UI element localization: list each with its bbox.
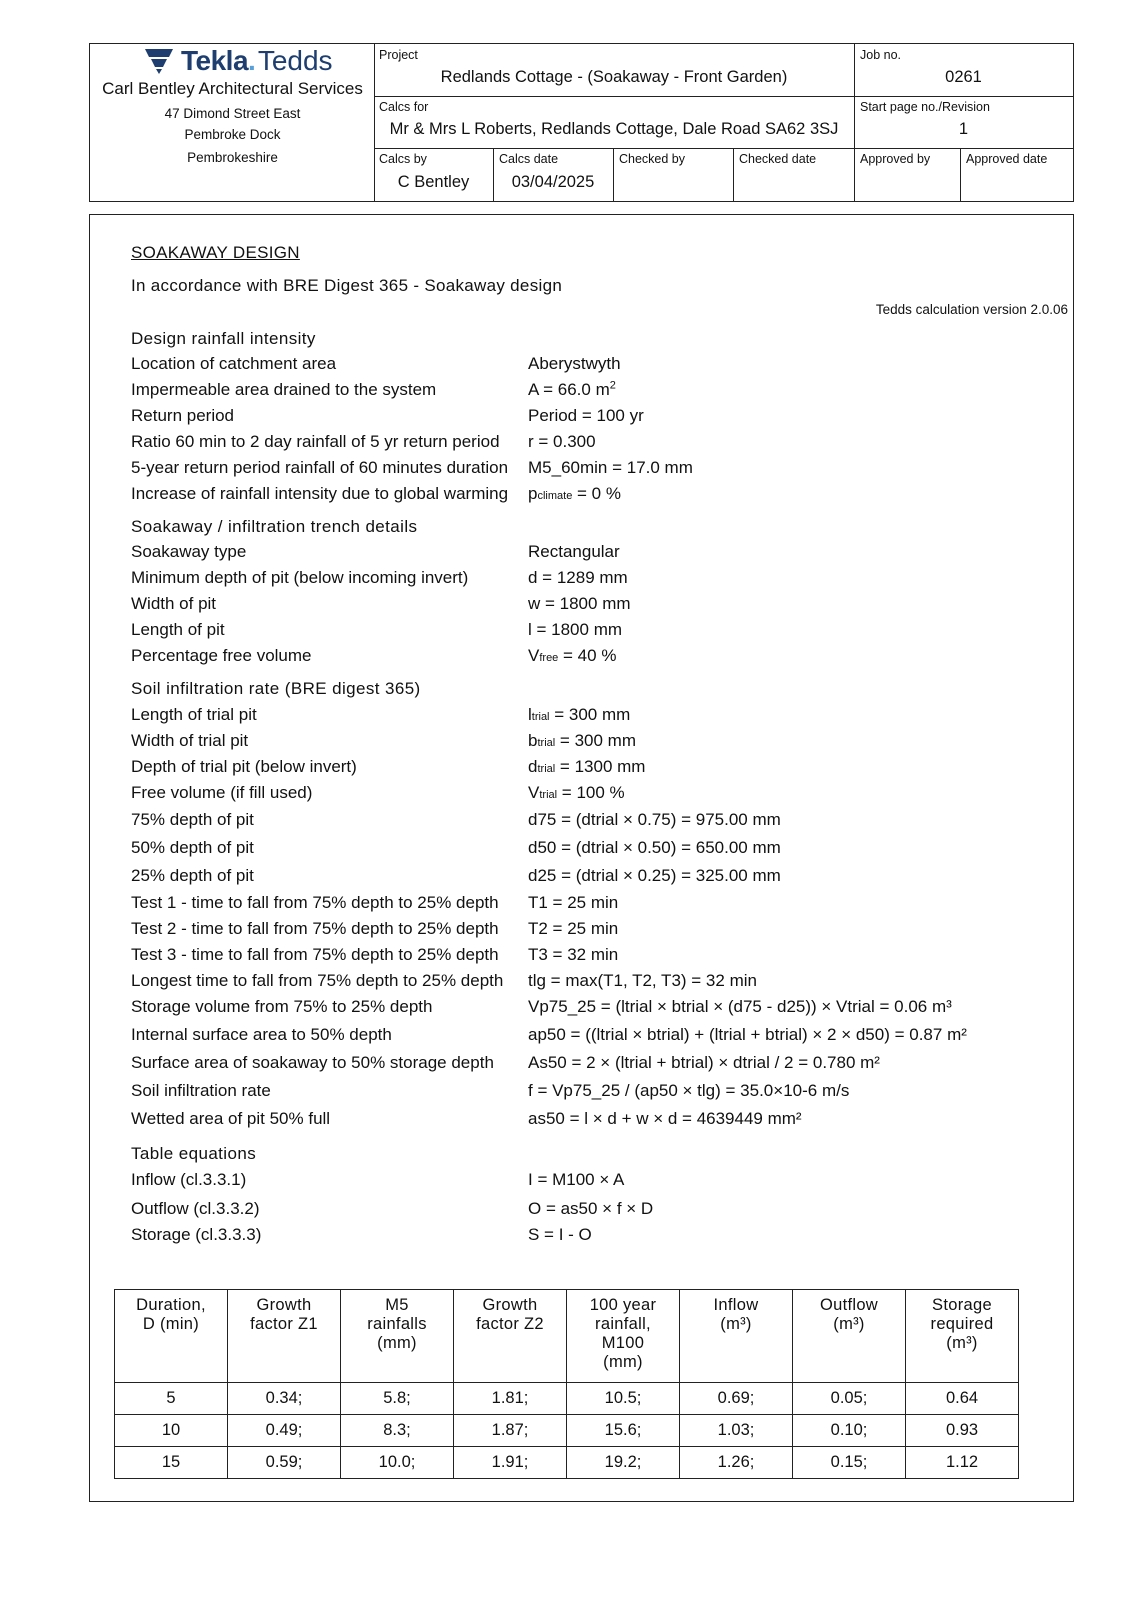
approved-by-label: Approved by xyxy=(860,152,931,166)
address-line-2: Pembroke Dock xyxy=(184,127,281,142)
row-value: f = Vp75_25 / (ap50 × tlg) = 35.0×10-6 m/s xyxy=(528,1081,850,1100)
table-cell: 10 xyxy=(115,1415,228,1447)
table-cell: 0.15; xyxy=(793,1447,906,1479)
row-value: Vp75_25 = (ltrial × btrial × (d75 - d25)) × Vtrial = 0.06 m³ xyxy=(528,997,952,1016)
row-label: Location of catchment area xyxy=(131,354,337,373)
header-line: Outflow xyxy=(819,1296,879,1314)
row-value: d25 = (dtrial × 0.25) = 325.00 mm xyxy=(528,866,781,885)
row-value xyxy=(528,484,621,504)
row-label: 75% depth of pit xyxy=(131,810,254,829)
table-cell: 5 xyxy=(115,1383,228,1415)
calcs-date-label: Calcs date xyxy=(499,152,559,166)
table-header-row xyxy=(115,1290,1019,1383)
divider xyxy=(374,148,1073,149)
row-label: Internal surface area to 50% depth xyxy=(131,1025,392,1044)
title-block xyxy=(89,43,1074,202)
value-text: A = 66.0 m xyxy=(528,380,610,399)
table-cell: 1.87; xyxy=(454,1415,567,1447)
calcs-by-value: C Bentley xyxy=(397,173,470,191)
row-label: Impermeable area drained to the system xyxy=(131,380,437,399)
value-text: = 300 mm xyxy=(555,731,636,750)
section-heading: Soil infiltration rate (BRE digest 365) xyxy=(131,679,421,698)
project-label: Project xyxy=(379,48,418,62)
table-cell: 1.12 xyxy=(906,1447,1019,1479)
row-label: Length of pit xyxy=(131,620,225,639)
row-value xyxy=(528,731,636,751)
row-label: Longest time to fall from 75% depth to 25% depth xyxy=(131,971,504,990)
row-value xyxy=(528,783,625,803)
column-header xyxy=(567,1290,680,1383)
page-title: SOAKAWAY DESIGN xyxy=(131,243,300,262)
row-value: l = 1800 mm xyxy=(528,620,623,639)
header-line: M100 xyxy=(601,1334,645,1352)
calcs-date-value: 03/04/2025 xyxy=(511,173,595,191)
job-no-label: Job no. xyxy=(860,48,902,62)
subscript: climate xyxy=(537,490,573,502)
table-cell: 0.64 xyxy=(906,1383,1019,1415)
row-value: as50 = l × d + w × d = 4639449 mm² xyxy=(528,1109,802,1128)
calcs-for-label: Calcs for xyxy=(379,100,429,114)
divider xyxy=(733,148,734,201)
row-value: Rectangular xyxy=(528,542,620,561)
value-text: = 100 % xyxy=(557,783,625,802)
row-value xyxy=(528,757,645,777)
row-value: tlg = max(T1, T2, T3) = 32 min xyxy=(528,971,757,990)
value-text: = 40 % xyxy=(558,646,617,665)
table-cell: 10.5; xyxy=(567,1383,680,1415)
header-line: rainfalls xyxy=(367,1315,427,1333)
logo-product: Tedds xyxy=(257,45,333,76)
row-label: 50% depth of pit xyxy=(131,838,254,857)
logo-brand: Tekla xyxy=(181,45,249,76)
divider xyxy=(374,96,1073,97)
divider xyxy=(960,148,961,201)
row-value: Period = 100 yr xyxy=(528,406,644,425)
row-label: Wetted area of pit 50% full xyxy=(131,1109,331,1128)
row-label: Depth of trial pit (below invert) xyxy=(131,757,357,776)
header-line: (mm) xyxy=(603,1353,643,1371)
row-value: d = 1289 mm xyxy=(528,568,628,587)
row-label: Ratio 60 min to 2 day rainfall of 5 yr return period xyxy=(131,432,500,451)
table-cell: 1.81; xyxy=(454,1383,567,1415)
version-note: Tedds calculation version 2.0.06 xyxy=(875,302,1068,317)
section-heading: Design rainfall intensity xyxy=(131,329,316,348)
row-label: Free volume (if fill used) xyxy=(131,783,313,802)
header-line: required xyxy=(930,1315,994,1333)
table-cell: 5.8; xyxy=(341,1383,454,1415)
row-value: w = 1800 mm xyxy=(528,594,631,613)
row-value: O = as50 × f × D xyxy=(528,1199,654,1218)
row-label: Minimum depth of pit (below incoming invert) xyxy=(131,568,469,587)
row-label: Storage (cl.3.3.3) xyxy=(131,1225,262,1244)
row-label: 5-year return period rainfall of 60 minutes duration xyxy=(131,458,509,477)
row-value: T3 = 32 min xyxy=(528,945,619,964)
table-cell: 0.10; xyxy=(793,1415,906,1447)
calcs-by-label: Calcs by xyxy=(379,152,427,166)
symbol: b xyxy=(528,731,538,750)
symbol: p xyxy=(528,484,538,503)
table-cell: 1.26; xyxy=(680,1447,793,1479)
superscript: 2 xyxy=(609,379,616,392)
header-line: D (min) xyxy=(142,1315,200,1333)
subscript: trial xyxy=(537,763,556,775)
row-label: Storage volume from 75% to 25% depth xyxy=(131,997,433,1016)
table-cell: 8.3; xyxy=(341,1415,454,1447)
header-line: Duration, xyxy=(136,1296,206,1314)
row-label: Test 2 - time to fall from 75% depth to 25% depth xyxy=(131,919,499,938)
header-line: Inflow xyxy=(713,1296,759,1314)
row-value: d50 = (dtrial × 0.50) = 650.00 mm xyxy=(528,838,781,857)
calcs-for-value: Mr & Mrs L Roberts, Redlands Cottage, Dale Road SA62 3SJ xyxy=(389,120,839,138)
header-line: (m³) xyxy=(946,1334,978,1352)
table-cell: 0.49; xyxy=(228,1415,341,1447)
header-line: factor Z2 xyxy=(476,1315,544,1333)
table-cell: 10.0; xyxy=(341,1447,454,1479)
column-header xyxy=(115,1290,228,1383)
row-value: Aberystwyth xyxy=(528,354,621,373)
table-cell: 0.34; xyxy=(228,1383,341,1415)
header-line: factor Z1 xyxy=(250,1315,318,1333)
header-line: M5 xyxy=(385,1296,409,1314)
row-label: Soakaway type xyxy=(131,542,247,561)
symbol: V xyxy=(528,646,540,665)
table-cell: 15.6; xyxy=(567,1415,680,1447)
results-table xyxy=(114,1289,1019,1479)
table-cell: 1.91; xyxy=(454,1447,567,1479)
subscript: trial xyxy=(537,737,556,749)
row-value xyxy=(528,705,630,725)
address-line-3: Pembrokeshire xyxy=(187,150,278,165)
row-label: Soil infiltration rate xyxy=(131,1081,271,1100)
header-line: (mm) xyxy=(377,1334,417,1352)
row-value: r = 0.300 xyxy=(528,432,596,451)
row-value: T2 = 25 min xyxy=(528,919,619,938)
company-block xyxy=(90,44,375,201)
table-row xyxy=(115,1383,1019,1415)
header-line: (m³) xyxy=(833,1315,865,1333)
row-label: Increase of rainfall intensity due to global warming xyxy=(131,484,509,503)
subscript: trial xyxy=(539,789,558,801)
checked-by-label: Checked by xyxy=(619,152,686,166)
project-value: Redlands Cottage - (Soakaway - Front Garden) xyxy=(440,68,788,86)
row-value xyxy=(528,380,616,400)
table-cell: 0.69; xyxy=(680,1383,793,1415)
table-row xyxy=(115,1415,1019,1447)
column-header xyxy=(454,1290,567,1383)
approved-date-label: Approved date xyxy=(966,152,1048,166)
subscript: trial xyxy=(531,711,550,723)
symbol: l xyxy=(528,705,532,724)
row-label: Outflow (cl.3.3.2) xyxy=(131,1199,260,1218)
row-value: T1 = 25 min xyxy=(528,893,619,912)
table-cell: 1.03; xyxy=(680,1415,793,1447)
row-value xyxy=(528,646,616,666)
start-page-label: Start page no./Revision xyxy=(860,100,990,114)
column-header xyxy=(341,1290,454,1383)
row-label: Width of trial pit xyxy=(131,731,249,750)
row-label: Length of trial pit xyxy=(131,705,257,724)
checked-date-label: Checked date xyxy=(739,152,817,166)
section-heading: Table equations xyxy=(131,1144,257,1163)
column-header xyxy=(906,1290,1019,1383)
address-line-1: 47 Dimond Street East xyxy=(164,106,301,121)
header-line: Growth xyxy=(256,1296,312,1314)
row-label: Surface area of soakaway to 50% storage depth xyxy=(131,1053,494,1072)
logo-dot: . xyxy=(248,45,256,76)
header-line: Storage xyxy=(932,1296,992,1314)
header-line: 100 year xyxy=(589,1296,657,1314)
row-value: ap50 = ((ltrial × btrial) + (ltrial + btrial) × 2 × d50) = 0.87 m² xyxy=(528,1025,967,1044)
symbol: d xyxy=(528,757,538,776)
symbol: V xyxy=(528,783,540,802)
subscript: free xyxy=(539,652,559,664)
table-cell: 0.05; xyxy=(793,1383,906,1415)
job-no-value: 0261 xyxy=(945,68,982,86)
row-label: Percentage free volume xyxy=(131,646,312,665)
column-header xyxy=(793,1290,906,1383)
row-label: Width of pit xyxy=(131,594,217,613)
tekla-tedds-logo xyxy=(143,45,333,77)
value-text: = 1300 mm xyxy=(555,757,646,776)
row-label: Return period xyxy=(131,406,235,425)
start-page-value: 1 xyxy=(958,120,969,138)
row-value: I = M100 × A xyxy=(528,1170,625,1189)
table-cell: 19.2; xyxy=(567,1447,680,1479)
page-subtitle: In accordance with BRE Digest 365 - Soakaway design xyxy=(131,276,563,295)
header-line: (m³) xyxy=(720,1315,752,1333)
header-line: rainfall, xyxy=(595,1315,651,1333)
row-label: Inflow (cl.3.3.1) xyxy=(131,1170,247,1189)
column-header xyxy=(228,1290,341,1383)
company-name: Carl Bentley Architectural Services xyxy=(102,79,363,98)
column-header xyxy=(680,1290,793,1383)
row-label: Test 3 - time to fall from 75% depth to 25% depth xyxy=(131,945,499,964)
tekla-logo-icon xyxy=(143,47,175,75)
table-cell: 0.59; xyxy=(228,1447,341,1479)
value-text: = 0 % xyxy=(572,484,621,503)
row-value: M5_60min = 17.0 mm xyxy=(528,458,693,477)
header-line: Growth xyxy=(482,1296,538,1314)
value-text: = 300 mm xyxy=(549,705,631,724)
row-label: 25% depth of pit xyxy=(131,866,254,885)
table-cell: 0.93 xyxy=(906,1415,1019,1447)
table-cell: 15 xyxy=(115,1447,228,1479)
row-value: S = I - O xyxy=(528,1225,592,1244)
section-heading: Soakaway / infiltration trench details xyxy=(131,517,418,536)
table-row xyxy=(115,1447,1019,1479)
divider xyxy=(613,148,614,201)
row-value: d75 = (dtrial × 0.75) = 975.00 mm xyxy=(528,810,781,829)
row-label: Test 1 - time to fall from 75% depth to 25% depth xyxy=(131,893,499,912)
row-value: As50 = 2 × (ltrial + btrial) × dtrial / 2 = 0.780 m² xyxy=(528,1053,880,1072)
